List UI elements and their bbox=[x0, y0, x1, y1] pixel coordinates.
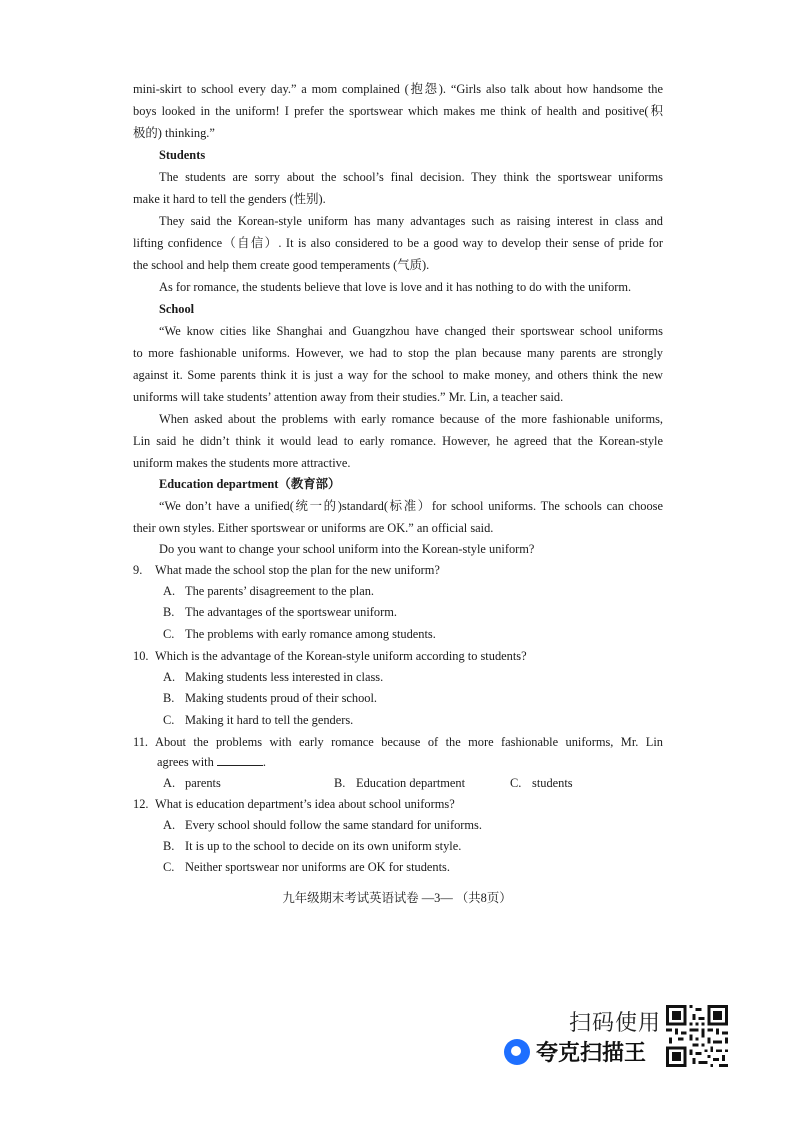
question-stem: About the problems with early romance because of the more fashionable uniforms, Mr. Lin bbox=[155, 735, 663, 749]
page-footer: 九年级期末考试英语试卷 —3— （共8页） bbox=[282, 891, 512, 905]
question-number: 11. bbox=[133, 735, 149, 749]
option-10a[interactable] bbox=[163, 668, 383, 686]
option-11a[interactable] bbox=[163, 774, 221, 792]
option-letter: B. bbox=[334, 776, 346, 790]
option-text: The parents’ disagreement to the plan. bbox=[185, 584, 374, 598]
passage-line: against it. Some parents think it is just a way for the school to make money, and others think the new bbox=[133, 368, 663, 382]
option-10c[interactable] bbox=[163, 711, 353, 729]
question-11 bbox=[133, 733, 663, 751]
option-letter: A. bbox=[163, 776, 176, 790]
question-stem: What is education department’s idea about school uniforms? bbox=[155, 797, 455, 811]
scan-to-use-label: 扫码使用 bbox=[569, 1011, 662, 1036]
section-heading-school: School bbox=[159, 302, 195, 316]
passage-line: Do you want to change your school uniform into the Korean-style uniform? bbox=[159, 542, 535, 556]
quark-logo-icon bbox=[504, 1039, 530, 1065]
passage-line: uniforms will take students’ attention away from their studies.” Mr. Lin, a teacher said. bbox=[133, 390, 564, 404]
option-9a[interactable] bbox=[163, 582, 374, 600]
option-text: Making students less interested in class. bbox=[185, 670, 384, 684]
option-text: parents bbox=[185, 776, 221, 790]
section-heading-students: Students bbox=[159, 148, 206, 162]
question-number: 12. bbox=[133, 797, 149, 811]
option-letter: C. bbox=[163, 713, 175, 727]
answer-blank[interactable] bbox=[217, 754, 263, 766]
question-stem: Which is the advantage of the Korean-style uniform according to students? bbox=[155, 649, 527, 663]
passage-line: As for romance, the students believe that love is love and it has nothing to do with the uniform. bbox=[159, 280, 632, 294]
question-number: 9. bbox=[133, 563, 143, 577]
option-text: Neither sportswear nor uniforms are OK for students. bbox=[185, 860, 450, 874]
option-text: students bbox=[532, 776, 573, 790]
option-text: Education department bbox=[356, 776, 466, 790]
passage-line: to more fashionable uniforms. However, we had to stop the plan because many parents are strongly bbox=[133, 346, 663, 360]
question-9 bbox=[133, 561, 440, 579]
passage-line: the school and help them create good temperaments (气质). bbox=[133, 258, 430, 272]
option-text: The advantages of the sportswear uniform. bbox=[185, 605, 397, 619]
option-11b[interactable] bbox=[334, 774, 465, 792]
section-heading-education: Education department（教育部） bbox=[159, 477, 341, 491]
passage-line: Lin said he didn’t think it would lead to early romance. However, he agreed that the Korean-style bbox=[133, 434, 663, 448]
option-9c[interactable] bbox=[163, 625, 436, 643]
option-12a[interactable] bbox=[163, 816, 482, 834]
option-text: It is up to the school to decide on its own uniform style. bbox=[185, 839, 462, 853]
option-text: Making students proud of their school. bbox=[185, 691, 378, 705]
option-letter: C. bbox=[510, 776, 522, 790]
question-stem: What made the school stop the plan for the new uniform? bbox=[155, 563, 440, 577]
passage-line: 极的) thinking.” bbox=[133, 126, 215, 140]
option-letter: B. bbox=[163, 605, 175, 619]
passage-line: mini-skirt to school every day.” a mom complained (抱怨). “Girls also talk about how handsome the bbox=[133, 82, 663, 96]
passage-line: boys looked in the uniform! I prefer the sportswear which makes me think of health and positive(积 bbox=[133, 104, 663, 118]
question-12 bbox=[133, 795, 455, 813]
option-11c[interactable] bbox=[510, 774, 573, 792]
passage-line: make it hard to tell the genders (性别). bbox=[133, 192, 326, 206]
option-12c[interactable] bbox=[163, 858, 450, 876]
option-letter: B. bbox=[163, 839, 175, 853]
option-letter: C. bbox=[163, 860, 175, 874]
passage-line: uniform makes the students more attractive. bbox=[133, 456, 351, 470]
passage-line: The students are sorry about the school’s final decision. They think the sportswear uniforms bbox=[159, 170, 663, 184]
question-stem-end: . bbox=[262, 755, 266, 769]
question-stem-part: agrees with bbox=[157, 755, 214, 769]
passage-line: “We know cities like Shanghai and Guangzhou have changed their sportswear school uniforms bbox=[159, 324, 663, 338]
option-letter: C. bbox=[163, 627, 175, 641]
question-10 bbox=[133, 647, 527, 665]
option-text: Every school should follow the same standard for uniforms. bbox=[185, 818, 482, 832]
brand-name: 夸克扫描王 bbox=[536, 1041, 647, 1066]
option-9b[interactable] bbox=[163, 603, 397, 621]
passage-line: They said the Korean-style uniform has many advantages such as raising interest in class and bbox=[159, 214, 663, 228]
option-10b[interactable] bbox=[163, 689, 377, 707]
question-number: 10. bbox=[133, 649, 149, 663]
passage-line: When asked about the problems with early romance because of the more fashionable uniforms, bbox=[159, 412, 663, 426]
scanner-brand bbox=[504, 1036, 646, 1067]
option-text: Making it hard to tell the genders. bbox=[185, 713, 354, 727]
passage-line: their own styles. Either sportswear or uniforms are OK.” an official said. bbox=[133, 521, 494, 535]
option-letter: A. bbox=[163, 818, 176, 832]
option-12b[interactable] bbox=[163, 837, 461, 855]
option-text: The problems with early romance among students. bbox=[185, 627, 436, 641]
option-letter: A. bbox=[163, 670, 176, 684]
option-letter: B. bbox=[163, 691, 175, 705]
passage-line: lifting confidence（自信）. It is also considered to be a good way to develop their sense of pride for bbox=[133, 236, 663, 250]
option-letter: A. bbox=[163, 584, 176, 598]
question-11-continuation bbox=[157, 753, 266, 771]
passage-line: “We don’t have a unified(统一的)standard(标准）for school uniforms. The schools can choose bbox=[159, 499, 663, 513]
qr-code-icon[interactable] bbox=[666, 1005, 728, 1067]
